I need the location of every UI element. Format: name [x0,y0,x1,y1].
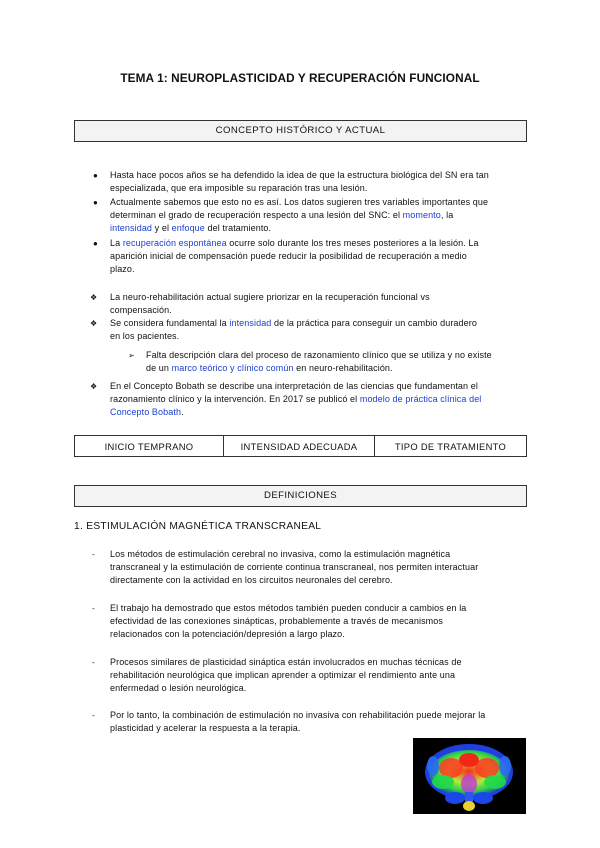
table-cell: INICIO TEMPRANO [75,436,224,457]
arrow-bullet-icon: ➢ [128,351,135,360]
dash-bullet: - [92,711,95,720]
bullet-item [110,196,526,236]
text-line: transcraneal y la estimulación de corriente continua transcraneal, nos permiten interactuar [110,562,479,573]
diamond-bullet-icon: ❖ [90,319,98,328]
table-row [75,436,527,457]
link-intensidad[interactable]: intensidad [110,223,153,234]
table-cell: INTENSIDAD ADECUADA [224,436,375,457]
bullet-item [110,237,526,277]
link-marco-teorico[interactable]: marco teórico y clínico común [171,363,294,374]
text-line: La neuro-rehabilitación actual sugiere priorizar en la recuperación funcional vs [110,292,430,302]
paragraph [110,548,527,588]
section-header-label: CONCEPTO HISTÓRICO Y ACTUAL [215,125,386,136]
text-line: La recuperación espontánea ocurre solo durante los tres meses posteriores a la lesión. La [110,238,479,248]
text-line: especializada, que era imposible su reparación tras una lesión. [110,183,368,194]
text-line: Actualmente sabemos que esto no es así. Los datos sugieren tres variables importantes que [110,197,489,207]
dash-bullet: - [92,658,95,667]
section-header-concepto [74,120,527,142]
text-line: rehabilitación neurológica que implican aprender a optimizar el rendimiento ante una [110,670,456,681]
text-line: razonamiento clínico y la intervención. En 2017 se publicó el modelo de práctica clínica del [110,394,482,405]
section-header-label: DEFINICIONES [263,490,338,501]
text-line: Procesos similares de plasticidad sináptica están involucrados en muchas técnicas de [110,657,462,667]
text-line: intensidad y el enfoque del tratamiento. [110,223,272,234]
link-concepto-bobath[interactable]: Concepto Bobath [110,407,182,418]
diamond-bullet-icon: ❖ [90,382,98,391]
link-modelo-practica[interactable]: modelo de práctica clínica del [359,394,482,405]
text-line: enfermedad o lesión neurológica. [110,683,247,694]
diamond-bullet-icon: ❖ [90,293,98,302]
link-intensidad-practica[interactable]: intensidad [229,318,272,328]
text-line: directamente con la actividad en los circuitos neuronales del cerebro. [110,575,393,586]
section-header-definiciones [74,485,527,507]
text-line: en los pacientes. [110,331,180,342]
paragraph [110,602,527,642]
link-enfoque[interactable]: enfoque [171,223,205,234]
bullet-item [146,349,526,375]
bullet-dot-icon: ● [93,239,98,248]
variables-table [74,435,527,457]
bullet-dot-icon: ● [93,198,98,207]
dash-bullet: - [92,604,95,613]
text-line: Hasta hace pocos años se ha defendido la idea de que la estructura biológica del SN era tan [110,170,489,180]
text-line: aparición inicial de compensación puede reducir la posibilidad de recuperación a medio [110,251,467,262]
text-line: Concepto Bobath. [110,407,184,418]
brain-tractography-image [413,738,526,814]
bullet-item [110,317,526,343]
text-line: relacionados con la potenciación/depresión a largo plazo. [110,629,345,640]
link-recuperacion-espontanea[interactable]: recuperación espontánea [122,238,227,248]
bullet-item [110,169,526,195]
text-line: En el Concepto Bobath se describe una interpretación de las ciencias que fundamentan el [110,381,478,391]
subheading-emt: 1. ESTIMULACIÓN MAGNÉTICA TRANSCRANEAL [74,521,322,532]
text-line: Falta descripción clara del proceso de razonamiento clínico que se utiliza y no existe [146,350,492,360]
bullet-dot-icon: ● [93,171,98,180]
paragraph [110,656,527,696]
dash-bullet: - [92,550,95,559]
brain-illustration [413,738,526,814]
bullet-item [110,291,526,317]
text-line: Se considera fundamental la intensidad de la práctica para conseguir un cambio duradero [110,318,477,328]
text-line: compensación. [110,305,172,316]
text-line: plazo. [110,264,135,275]
text-line: Por lo tanto, la combinación de estimulación no invasiva con rehabilitación puede mejorar la [110,710,486,720]
paragraph [110,709,527,735]
text-line: El trabajo ha demostrado que estos métodos también pueden conducir a cambios en la [110,603,467,613]
link-momento[interactable]: momento [402,210,441,221]
page-title: TEMA 1: NEUROPLASTICIDAD Y RECUPERACIÓN FUNCIONAL [120,71,480,85]
text-line: plasticidad y acelerar la respuesta a la terapia. [110,723,301,734]
text-line: de un marco teórico y clínico común en neuro-rehabilitación. [146,363,393,374]
table-cell: TIPO DE TRATAMIENTO [375,436,527,457]
text-line: Los métodos de estimulación cerebral no invasiva, como la estimulación magnética [110,549,451,559]
bullet-item [110,380,526,420]
text-line: efectividad de las conexiones sinápticas, probablemente a través de mecanismos [110,616,443,627]
text-line: determinan el grado de recuperación respecto a una lesión del SNC: el momento, la [110,210,454,221]
